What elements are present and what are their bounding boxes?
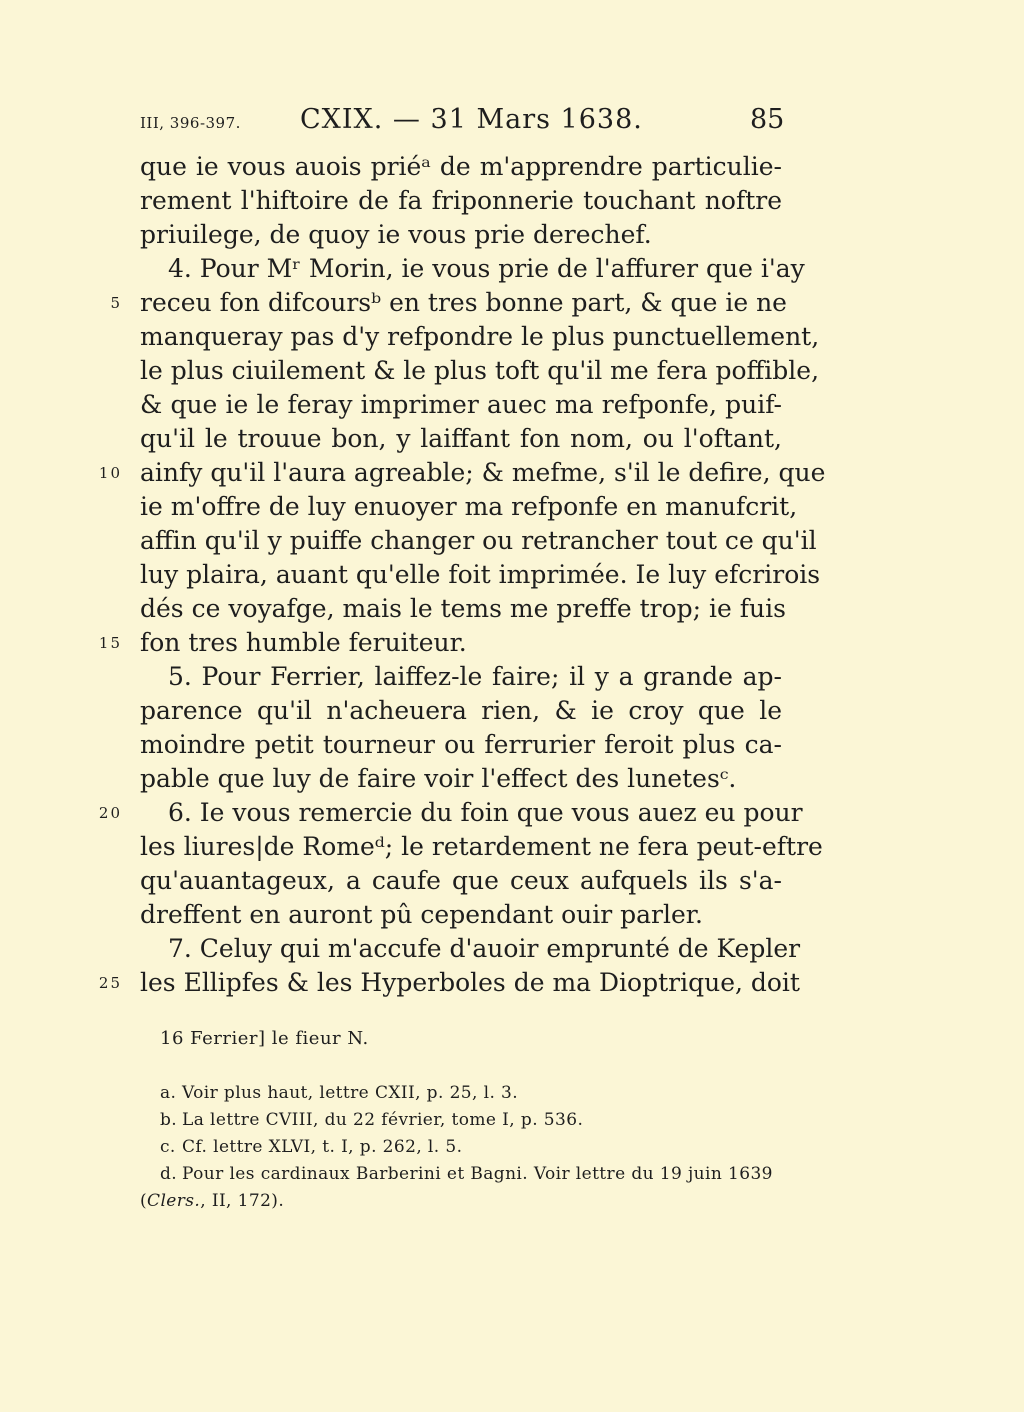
line-text: & que ie le feray imprimer auec ma refponfe, puif- — [140, 390, 782, 419]
footnote-label: b. — [160, 1110, 178, 1130]
line-text: manqueray pas d'y refpondre le plus punctuellement, — [140, 322, 820, 351]
textual-variant-note: 16 Ferrier] le fieur N. — [160, 1028, 369, 1049]
footnote-text-open: ( — [140, 1191, 148, 1211]
volume-page-reference: III, 396-397. — [140, 114, 241, 132]
line-text: 4. Pour Mʳ Morin, ie vous prie de l'affurer que i'ay — [168, 254, 805, 283]
line-text: dés ce voyafge, mais le tems me preffe trop; ie fuis — [140, 594, 786, 623]
text-line — [0, 966, 1024, 1000]
line-text: priuilege, de quoy ie vous prie derechef. — [140, 220, 652, 249]
letter-body-text — [0, 150, 1024, 1000]
line-text: pable que luy de faire voir l'effect des lunetesᶜ. — [140, 764, 737, 793]
text-line — [0, 524, 1024, 558]
text-line — [0, 218, 1024, 252]
line-text: ainfy qu'il l'aura agreable; & mefme, s'il le defire, que — [140, 458, 826, 487]
text-line — [0, 728, 1024, 762]
text-line — [0, 830, 1024, 864]
line-number: 25 — [98, 974, 122, 992]
footnote-d — [140, 1161, 782, 1188]
line-text: luy plaira, auant qu'elle foit imprimée. Ie luy efcrirois — [140, 560, 821, 589]
running-head — [0, 104, 1024, 144]
footnote-citation-italic: Clers. — [147, 1191, 201, 1211]
page-number: 85 — [750, 104, 785, 135]
text-line — [0, 694, 1024, 728]
footnote-text-close: , II, 172). — [200, 1191, 285, 1211]
text-line — [0, 150, 1024, 184]
line-text: qu'auantageux, a caufe que ceux aufquels ils s'a- — [140, 866, 782, 895]
line-number: 20 — [98, 804, 122, 822]
text-line — [0, 796, 1024, 830]
line-text: les liures|de Romeᵈ; le retardement ne fera peut-eftre — [140, 832, 823, 861]
line-text: receu fon difcoursᵇ en tres bonne part, & que ie ne — [140, 288, 787, 317]
footnotes — [140, 1080, 782, 1215]
footnote-label: a. — [160, 1083, 177, 1103]
line-text: que ie vous auois priéᵃ de m'apprendre particulie- — [140, 152, 782, 181]
footnote-text: Pour les cardinaux Barberini et Bagni. Voir lettre du 19 juin 1639 — [182, 1164, 773, 1184]
line-text: parence qu'il n'acheuera rien, & ie croy que le — [140, 696, 782, 725]
text-line — [0, 388, 1024, 422]
footnote-text: Cf. lettre XLVI, t. I, p. 262, l. 5. — [182, 1137, 463, 1157]
text-line — [0, 932, 1024, 966]
text-line — [0, 558, 1024, 592]
text-line — [0, 660, 1024, 694]
text-line — [0, 490, 1024, 524]
text-line — [0, 252, 1024, 286]
line-text: affin qu'il y puiffe changer ou retrancher tout ce qu'il — [140, 526, 817, 555]
line-text: les Ellipfes & les Hyperboles de ma Dioptrique, doit — [140, 968, 800, 997]
text-line — [0, 762, 1024, 796]
line-text: 5. Pour Ferrier, laiffez-le faire; il y a grande ap- — [168, 662, 782, 691]
footnote-d-continuation — [140, 1188, 782, 1215]
text-line — [0, 320, 1024, 354]
line-number: 15 — [98, 634, 122, 652]
footnote-c — [140, 1134, 782, 1161]
text-line — [0, 592, 1024, 626]
line-number: 5 — [110, 294, 122, 312]
footnote-a — [140, 1080, 782, 1107]
line-number: 10 — [98, 464, 122, 482]
line-text: 6. Ie vous remercie du foin que vous auez eu pour — [168, 798, 803, 827]
footnote-b — [140, 1107, 782, 1134]
footnote-label: d. — [160, 1164, 178, 1184]
footnote-text: La lettre CVIII, du 22 février, tome I, p. 536. — [182, 1110, 584, 1130]
letter-heading: CXIX. — 31 Mars 1638. — [300, 104, 643, 135]
text-line — [0, 864, 1024, 898]
footnote-text: Voir plus haut, lettre CXII, p. 25, l. 3. — [182, 1083, 519, 1103]
line-text: le plus ciuilement & le plus toft qu'il me fera poffible, — [140, 356, 820, 385]
line-text: dreffent en auront pû cependant ouir parler. — [140, 900, 703, 929]
text-line — [0, 422, 1024, 456]
text-line — [0, 184, 1024, 218]
line-text: qu'il le trouue bon, y laiffant fon nom, ou l'oftant, — [140, 424, 782, 453]
text-line — [0, 626, 1024, 660]
text-line — [0, 456, 1024, 490]
line-text: rement l'hiftoire de fa friponnerie touchant noftre — [140, 186, 782, 215]
line-text: 7. Celuy qui m'accufe d'auoir emprunté de Kepler — [168, 934, 801, 963]
line-text: moindre petit tourneur ou ferrurier feroit plus ca- — [140, 730, 782, 759]
line-text: fon tres humble feruiteur. — [140, 628, 467, 657]
text-line — [0, 286, 1024, 320]
footnote-label: c. — [160, 1137, 176, 1157]
text-line — [0, 898, 1024, 932]
line-text: ie m'offre de luy enuoyer ma refponfe en manufcrit, — [140, 492, 798, 521]
text-line — [0, 354, 1024, 388]
